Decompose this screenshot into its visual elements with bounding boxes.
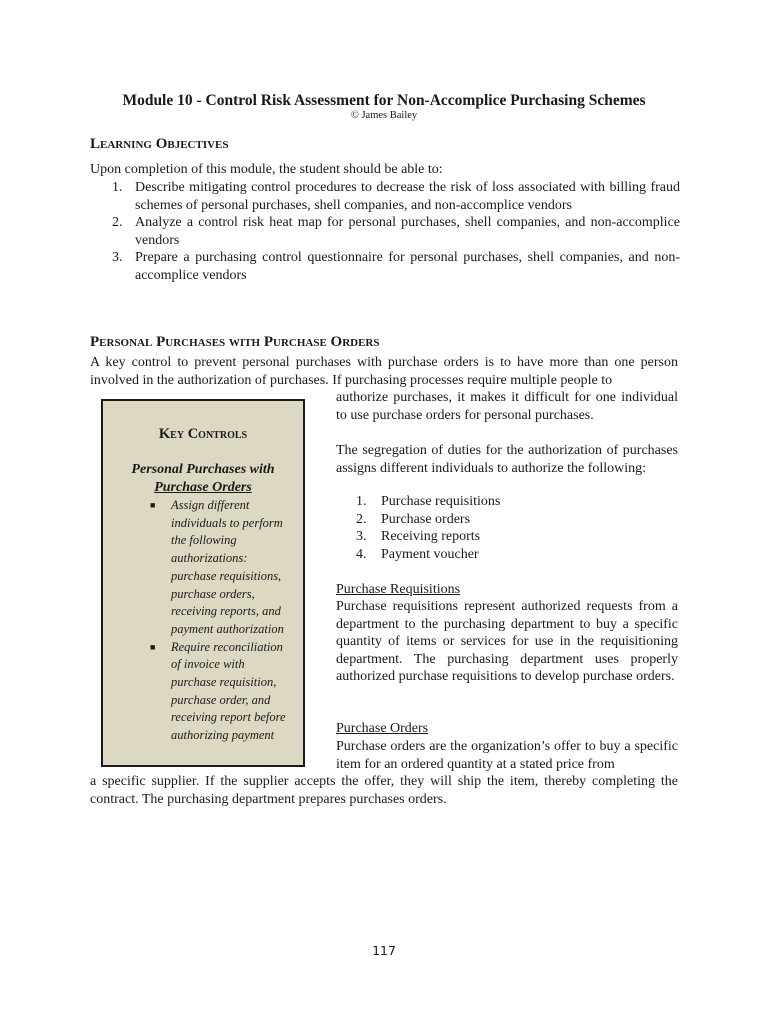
objectives-list bbox=[90, 179, 680, 285]
key-controls-subheading-line1: Personal Purchases with bbox=[131, 462, 275, 477]
objective-item bbox=[90, 249, 680, 284]
key-controls-subheading-line2: Purchase Orders bbox=[154, 480, 252, 495]
objective-item bbox=[90, 214, 680, 249]
purchase-orders-text: Purchase orders are the organization’s offer to buy a specific item for an ordered quantity at a stated price from bbox=[336, 739, 678, 772]
duty-item bbox=[356, 493, 500, 511]
page-number: 117 bbox=[372, 943, 396, 958]
objective-number: 2. bbox=[112, 215, 123, 231]
key-controls-heading: Key Controls bbox=[158, 426, 248, 442]
duty-item bbox=[356, 528, 500, 546]
duty-text: Payment voucher bbox=[381, 546, 479, 562]
purchase-requisitions-heading: Purchase Requisitions bbox=[336, 582, 461, 597]
duty-item bbox=[356, 511, 500, 529]
module-title: Module 10 - Control Risk Assessment for Non-Accomplice Purchasing Schemes bbox=[122, 92, 646, 109]
duty-text: Receiving reports bbox=[381, 529, 481, 545]
personal-purchases-intro: A key control to prevent personal purchases with purchase orders is to have more than one person involved in the authorization of purchases. If purchasing processes require multiple people to bbox=[90, 355, 678, 388]
key-control-item bbox=[143, 639, 293, 745]
objective-number: 1. bbox=[112, 180, 123, 195]
objectives-intro: Upon completion of this module, the student should be able to: bbox=[90, 162, 443, 177]
objective-text: Describe mitigating control procedures to decrease the risk of loss associated with billing fraud schemes of personal purchases, shell companies, and non-accomplice vendors bbox=[135, 180, 680, 213]
objective-item bbox=[90, 179, 680, 214]
segregation-paragraph: The segregation of duties for the authorization of purchases assigns different individuals to authorize the following: bbox=[336, 443, 678, 476]
duty-number: 2. bbox=[356, 511, 367, 527]
purchase-requisitions-text: Purchase requisitions represent authorized requests from a department to the purchasing department to buy a specific quantity of items or services for use in the requisitioning department. The purchasing department uses properly authorized purchase requisitions to develop purchase orders. bbox=[336, 599, 678, 685]
duty-item bbox=[356, 546, 500, 564]
purchase-orders-text-continued: a specific supplier. If the supplier accepts the offer, they will ship the item, thereby completing the contract. The purchasing department prepares purchases orders. bbox=[90, 774, 678, 807]
personal-purchases-intro-continued: authorize purchases, it makes it difficult for one individual to use purchase orders for personal purchases. bbox=[336, 390, 678, 423]
key-control-item bbox=[143, 497, 293, 639]
key-controls-subheading bbox=[103, 461, 303, 497]
learning-objectives-heading: Learning Objectives bbox=[90, 136, 229, 152]
personal-purchases-heading: Personal Purchases with Purchase Orders bbox=[90, 334, 380, 350]
duty-text: Purchase orders bbox=[381, 511, 471, 527]
objective-text: Analyze a control risk heat map for personal purchases, shell companies, and non-accomplice vendors bbox=[135, 215, 680, 248]
duty-number: 3. bbox=[356, 529, 367, 545]
duty-number: 4. bbox=[356, 546, 367, 562]
square-bullet-icon: ■ bbox=[150, 500, 156, 510]
key-control-text: Assign different individuals to perform the following authorizations: purchase requisitions, purchase orders, receiving reports, and payment authorization bbox=[171, 498, 284, 636]
key-control-text: Require reconciliation of invoice with purchase requisition, purchase order, and receiving report before authorizing payment bbox=[171, 639, 286, 743]
key-controls-box bbox=[101, 399, 305, 767]
duty-number: 1. bbox=[356, 494, 367, 509]
objective-text: Prepare a purchasing control questionnaire for personal purchases, shell companies, and non-accomplice vendors bbox=[135, 250, 680, 283]
duty-text: Purchase requisitions bbox=[381, 494, 501, 509]
copyright-line: © James Bailey bbox=[350, 110, 418, 121]
objective-number: 3. bbox=[112, 250, 123, 266]
duties-list bbox=[356, 493, 500, 563]
key-controls-list bbox=[143, 497, 293, 745]
square-bullet-icon: ■ bbox=[150, 641, 156, 652]
purchase-orders-heading: Purchase Orders bbox=[336, 721, 429, 736]
